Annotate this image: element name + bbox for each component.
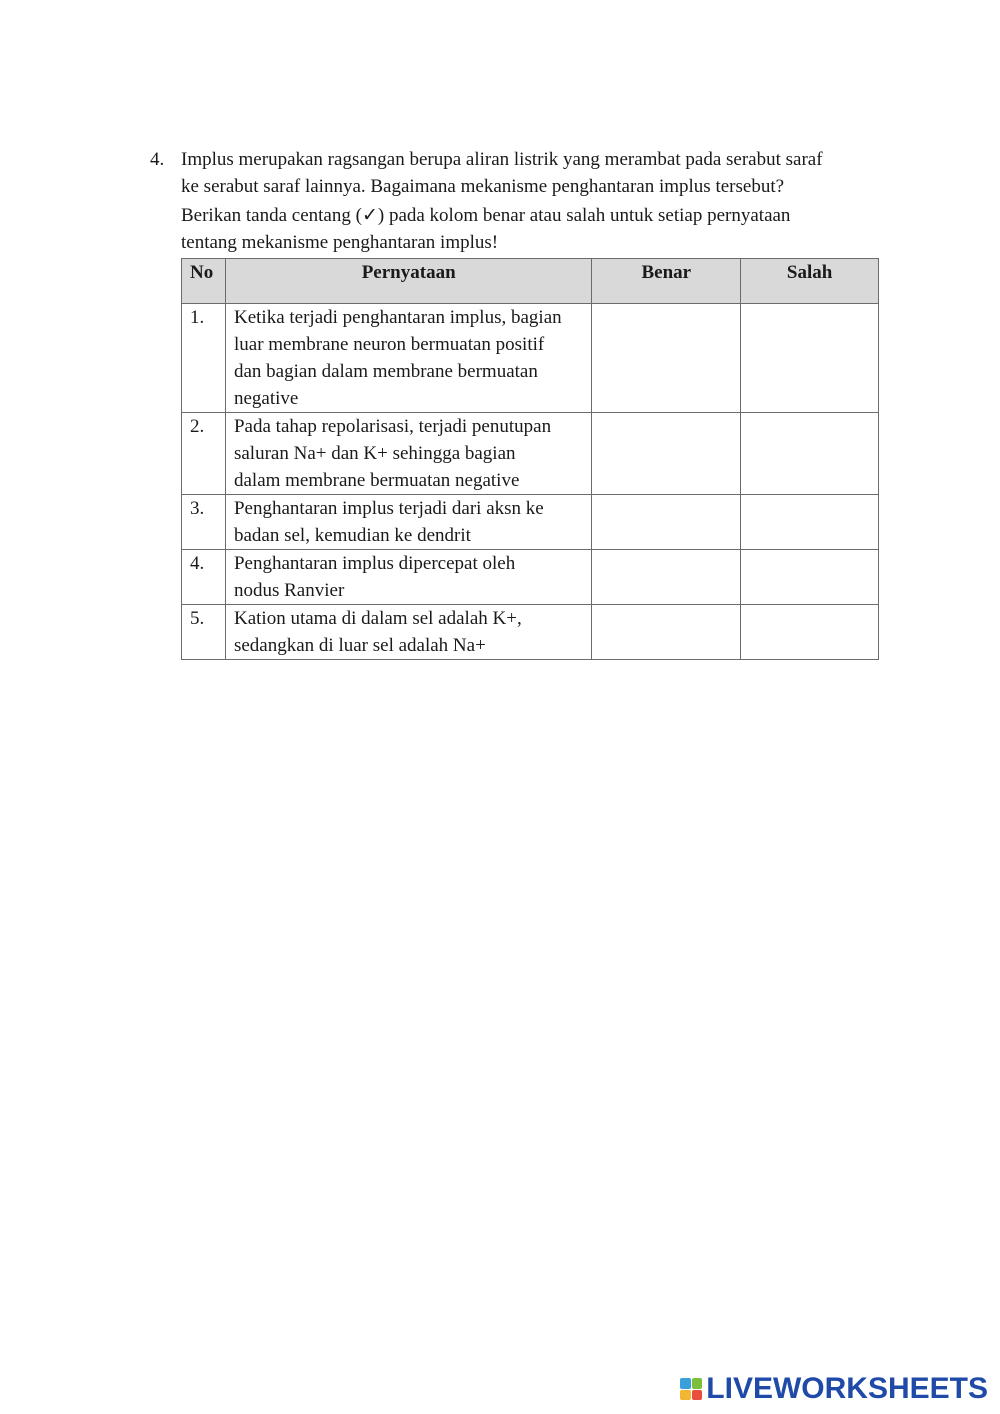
statement-line: dan bagian dalam membrane bermuatan — [233, 361, 538, 382]
question-text-line-1: Implus merupakan ragsangan berupa aliran listrik yang merambat pada serabut saraf — [181, 149, 823, 170]
statement-cell — [225, 550, 591, 605]
statement-line: sedangkan di luar sel adalah Na+ — [233, 635, 486, 656]
logo-square-icon — [680, 1378, 691, 1389]
false-checkbox-cell[interactable] — [741, 304, 879, 413]
statement-line: Penghantaran implus terjadi dari aksn ke — [233, 498, 544, 519]
table-row — [182, 550, 879, 605]
liveworksheets-logo — [680, 1372, 988, 1406]
logo-square-icon — [692, 1390, 703, 1401]
statement-line: Ketika terjadi penghantaran implus, bagian — [233, 307, 562, 328]
row-number: 2. — [182, 413, 226, 495]
true-checkbox-cell[interactable] — [592, 495, 741, 550]
row-number: 1. — [182, 304, 226, 413]
brand-name: LIVEWORKSHEETS — [706, 1372, 988, 1405]
statement-line: luar membrane neuron bermuatan positif — [233, 334, 545, 355]
true-checkbox-cell[interactable] — [592, 605, 741, 660]
statement-line: Pada tahap repolarisasi, terjadi penutupan — [233, 416, 552, 437]
header-true: Benar — [592, 259, 741, 304]
statement-line: Penghantaran implus dipercepat oleh — [233, 553, 516, 574]
header-statement: Pernyataan — [225, 259, 591, 304]
statement-line: saluran Na+ dan K+ sehingga bagian — [233, 443, 516, 464]
table-header-row — [182, 259, 879, 304]
table-row — [182, 413, 879, 495]
question-number: 4. — [150, 149, 165, 170]
false-checkbox-cell[interactable] — [741, 495, 879, 550]
table-row — [182, 605, 879, 660]
row-number: 3. — [182, 495, 226, 550]
statement-line: nodus Ranvier — [233, 580, 345, 601]
answer-table — [181, 258, 879, 660]
statement-cell — [225, 495, 591, 550]
statement-line: dalam membrane bermuatan negative — [233, 470, 520, 491]
false-checkbox-cell[interactable] — [741, 605, 879, 660]
statement-cell — [225, 413, 591, 495]
row-number: 4. — [182, 550, 226, 605]
false-checkbox-cell[interactable] — [741, 413, 879, 495]
question-text-line-2: ke serabut saraf lainnya. Bagaimana mekanisme penghantaran implus tersebut? — [181, 176, 785, 197]
statement-line: negative — [233, 388, 299, 409]
instruction-line-1: Berikan tanda centang (✓) pada kolom benar atau salah untuk setiap pernyataan — [181, 205, 791, 226]
question-body — [181, 146, 880, 256]
question-block — [150, 146, 880, 256]
statement-line: Kation utama di dalam sel adalah K+, — [233, 608, 522, 629]
true-checkbox-cell[interactable] — [592, 304, 741, 413]
statement-line: badan sel, kemudian ke dendrit — [233, 525, 471, 546]
header-no: No — [182, 259, 226, 304]
instruction-line-2: tentang mekanisme penghantaran implus! — [181, 232, 499, 253]
table-row — [182, 304, 879, 413]
table-row — [182, 495, 879, 550]
logo-square-icon — [692, 1378, 703, 1389]
logo-square-icon — [680, 1390, 691, 1401]
header-false: Salah — [741, 259, 879, 304]
false-checkbox-cell[interactable] — [741, 550, 879, 605]
true-checkbox-cell[interactable] — [592, 413, 741, 495]
liveworksheets-logo-icon — [680, 1378, 702, 1400]
row-number: 5. — [182, 605, 226, 660]
statement-cell — [225, 304, 591, 413]
statement-cell — [225, 605, 591, 660]
true-checkbox-cell[interactable] — [592, 550, 741, 605]
